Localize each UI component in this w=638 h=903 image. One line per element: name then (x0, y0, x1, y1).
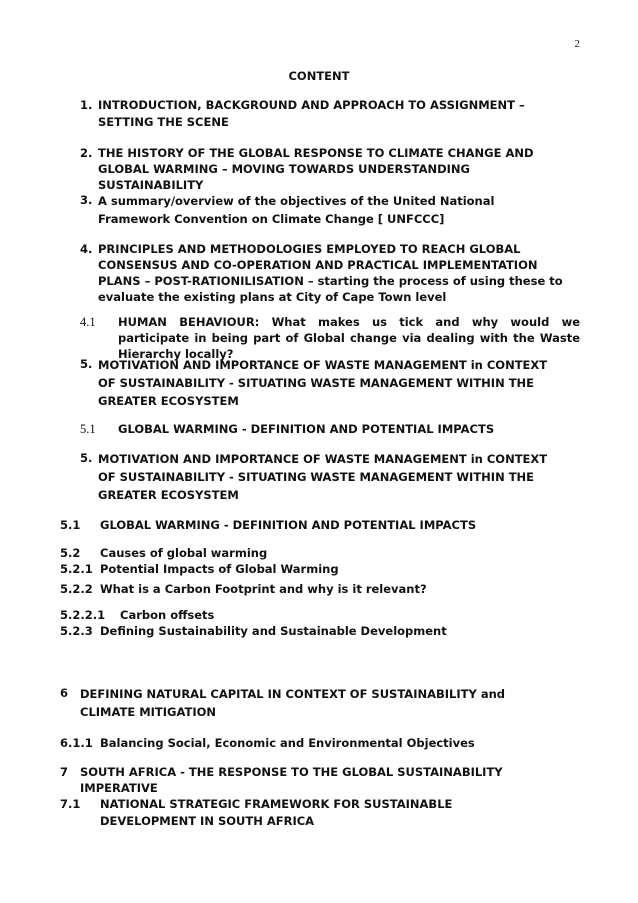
toc-entry (60, 545, 580, 561)
toc-entry (80, 314, 580, 362)
toc-entry-number: 5.2 (60, 546, 81, 560)
toc-entry (60, 735, 580, 751)
toc-entry-text: HUMAN BEHAVIOUR: What makes us tick and why would we participate in being part of Global change via dealing with the Waste Hierarchy locally? (118, 315, 580, 361)
toc-entry-number: 2. (80, 146, 93, 160)
toc-entry-number: 7 (60, 765, 69, 779)
toc-entry-text: Defining Sustainability and Sustainable Development (100, 624, 447, 638)
toc-entry-number: 1. (80, 98, 93, 112)
toc-entry-number: 5.2.3 (60, 624, 93, 638)
toc-entry (60, 623, 580, 639)
toc-entry-text: GLOBAL WARMING - DEFINITION AND POTENTIAL IMPACTS (118, 422, 495, 436)
toc-entry-text: GLOBAL WARMING - DEFINITION AND POTENTIAL IMPACTS (100, 518, 477, 532)
toc-entry-text: MOTIVATION AND IMPORTANCE OF WASTE MANAGEMENT in CONTEXT OF SUSTAINABILITY - SITUATING WASTE MANAGEMENT WITHIN THE GREATER ECOSYSTEM (98, 452, 548, 502)
toc-entry-text: What is a Carbon Footprint and why is it relevant? (100, 582, 427, 596)
toc-entry-text: Potential Impacts of Global Warming (100, 562, 339, 576)
toc-entry-text: NATIONAL STRATEGIC FRAMEWORK FOR SUSTAINABLE DEVELOPMENT IN SOUTH AFRICA (100, 797, 453, 828)
toc-entry-text: A summary/overview of the objectives of the United National Framework Convention on Climate Change [ UNFCCC] (98, 194, 495, 226)
page-number: 2 (574, 38, 580, 50)
toc-entry-number: 3. (80, 193, 93, 207)
toc-entry (80, 145, 560, 193)
toc-entry-number: 7.1 (60, 797, 81, 811)
toc-entry-number: 5. (80, 357, 93, 371)
toc-entry-number: 5.2.2.1 (60, 608, 106, 622)
toc-entry-number: 4.1 (80, 315, 96, 329)
toc-entry (80, 241, 568, 305)
toc-entry-number: 6 (60, 686, 69, 700)
toc-entry-text: DEFINING NATURAL CAPITAL IN CONTEXT OF SUSTAINABILITY and CLIMATE MITIGATION (80, 687, 506, 719)
contents-heading: CONTENT (288, 69, 350, 83)
toc-entry-number: 4. (80, 242, 93, 256)
toc-entry (80, 421, 580, 437)
toc-entry (60, 607, 580, 623)
toc-entry-number: 5.1 (80, 422, 96, 436)
toc-entry (60, 561, 580, 577)
toc-entry-text: THE HISTORY OF THE GLOBAL RESPONSE TO CLIMATE CHANGE AND GLOBAL WARMING – MOVING TOWARDS UNDERSTANDING SUSTAINABILITY (98, 146, 534, 192)
toc-entry (60, 764, 580, 796)
toc-entry-number: 5.1 (60, 518, 81, 532)
toc-entry-text: SOUTH AFRICA - THE RESPONSE TO THE GLOBAL SUSTAINABILITY IMPERATIVE (80, 765, 503, 795)
toc-entry-text: PRINCIPLES AND METHODOLOGIES EMPLOYED TO REACH GLOBAL CONSENSUS AND CO-OPERATION AND PRACTICAL IMPLEMENTATION PLANS – POST-RATIONILISATION – starting the process of using these to evaluate the existing plans at City of Cape Town level (98, 242, 563, 304)
toc-entry (80, 192, 552, 228)
toc-entry-number: 5.2.1 (60, 562, 93, 576)
toc-entry (80, 97, 560, 131)
toc-entry-text: Balancing Social, Economic and Environmental Objectives (100, 736, 475, 750)
toc-entry-number: 6.1.1 (60, 736, 93, 750)
toc-entry-text: INTRODUCTION, BACKGROUND AND APPROACH TO ASSIGNMENT – SETTING THE SCENE (98, 98, 525, 129)
toc-entry (80, 356, 564, 410)
toc-entry-text: Causes of global warming (100, 546, 268, 560)
toc-entry (60, 796, 580, 830)
toc-entry-number: 5. (80, 451, 93, 465)
toc-entry (60, 517, 580, 533)
toc-entry (60, 685, 560, 721)
toc-entry-text: Carbon offsets (120, 608, 215, 622)
toc-entry-text: MOTIVATION AND IMPORTANCE OF WASTE MANAGEMENT in CONTEXT OF SUSTAINABILITY - SITUATING WASTE MANAGEMENT WITHIN THE GREATER ECOSYSTEM (98, 358, 548, 408)
toc-entry (80, 450, 564, 504)
toc-entry-number: 5.2.2 (60, 582, 93, 596)
toc-entry (60, 581, 580, 597)
